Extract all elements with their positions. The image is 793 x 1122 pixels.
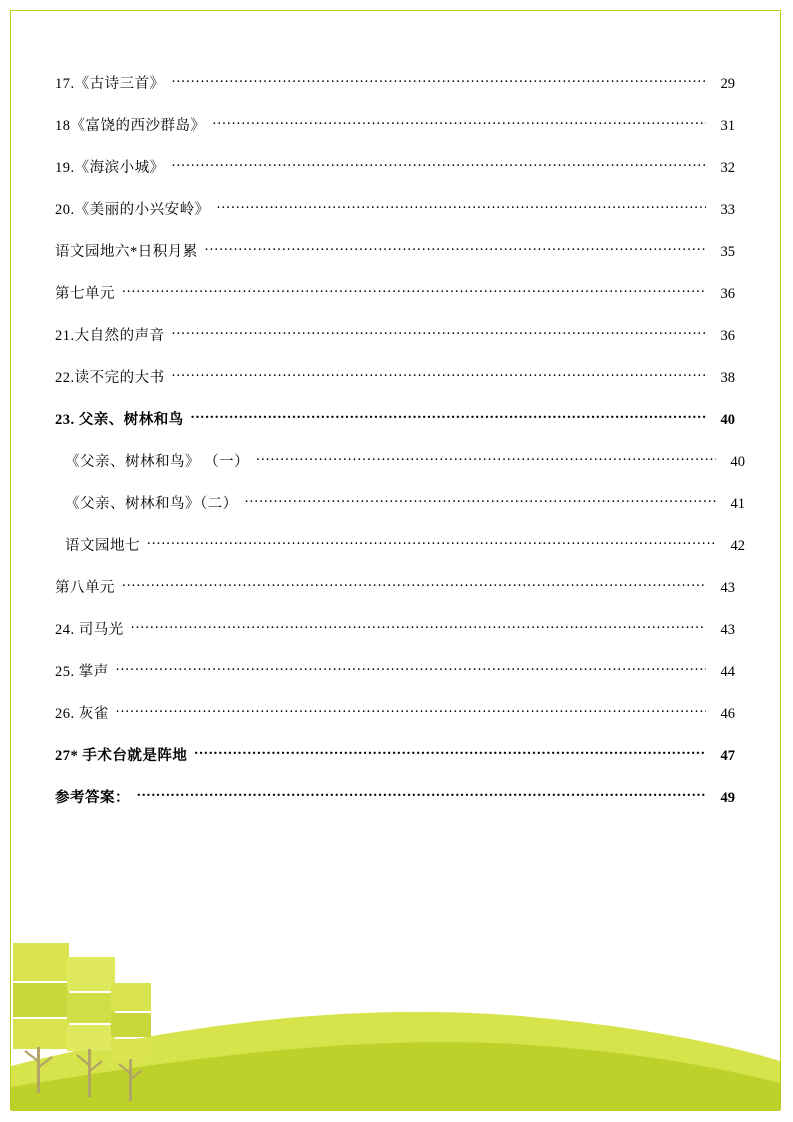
toc-entry-page-number: 44 <box>720 664 735 680</box>
toc-entry[interactable] <box>55 282 735 324</box>
toc-entry-title: 第八单元 <box>55 580 115 596</box>
toc-entry-page-number: 38 <box>720 370 735 386</box>
toc-entry[interactable] <box>55 324 735 366</box>
toc-entry-page-number: 36 <box>720 286 735 302</box>
toc-entry[interactable] <box>55 72 735 114</box>
toc-leader-dots <box>172 368 706 383</box>
toc-leader-dots <box>172 74 706 89</box>
toc-entry-title: 22.读不完的大书 <box>55 370 165 386</box>
toc-entry-title: 19.《海滨小城》 <box>55 160 165 176</box>
toc-leader-dots <box>147 536 716 551</box>
toc-entry-title: 《父亲、树林和鸟》（二） <box>65 496 238 512</box>
toc-entry[interactable] <box>55 156 735 198</box>
toc-entry-title: 20.《美丽的小兴安岭》 <box>55 202 210 218</box>
toc-entry-title: 25. 掌声 <box>55 664 109 680</box>
toc-entry[interactable] <box>55 660 735 702</box>
toc-entry-title: 语文园地七 <box>65 538 140 554</box>
toc-entry-page-number: 49 <box>720 790 735 806</box>
toc-entry-title: 24. 司马光 <box>55 622 124 638</box>
toc-entry[interactable] <box>55 240 735 282</box>
toc-leader-dots <box>245 494 716 509</box>
table-of-contents <box>55 72 745 828</box>
toc-entry[interactable] <box>55 786 735 828</box>
toc-entry-page-number: 43 <box>720 580 735 596</box>
toc-entry-title: 第七单元 <box>55 286 115 302</box>
toc-leader-dots <box>172 158 706 173</box>
toc-leader-dots <box>205 242 706 257</box>
toc-entry[interactable] <box>55 492 745 534</box>
toc-leader-dots <box>116 704 706 719</box>
toc-entry-title: 《父亲、树林和鸟》 （一） <box>65 454 250 470</box>
toc-leader-dots <box>122 284 706 299</box>
toc-leader-dots <box>213 116 707 131</box>
toc-entry[interactable] <box>55 618 735 660</box>
toc-leader-dots <box>256 452 716 467</box>
footer-illustration <box>11 921 780 1111</box>
toc-leader-dots <box>122 578 706 593</box>
toc-leader-dots <box>116 662 706 677</box>
toc-entry-page-number: 35 <box>720 244 735 260</box>
toc-leader-dots <box>194 746 706 761</box>
toc-entry[interactable] <box>55 576 735 618</box>
toc-entry[interactable] <box>55 114 735 156</box>
toc-leader-dots <box>131 620 706 635</box>
toc-leader-dots <box>217 200 706 215</box>
toc-entry-page-number: 43 <box>720 622 735 638</box>
toc-entry-page-number: 33 <box>720 202 735 218</box>
toc-entry-page-number: 29 <box>720 76 735 92</box>
toc-entry-title: 27* 手术台就是阵地 <box>55 748 188 764</box>
toc-entry-title: 18《富饶的西沙群岛》 <box>55 118 206 134</box>
toc-leader-dots <box>137 788 706 803</box>
toc-entry-page-number: 47 <box>720 748 735 764</box>
toc-entry-page-number: 40 <box>730 454 745 470</box>
toc-entry[interactable] <box>55 198 735 240</box>
toc-entry[interactable] <box>55 534 745 576</box>
toc-entry[interactable] <box>55 702 735 744</box>
toc-leader-dots <box>172 326 706 341</box>
toc-entry-page-number: 36 <box>720 328 735 344</box>
toc-entry-page-number: 32 <box>720 160 735 176</box>
toc-entry-page-number: 41 <box>730 496 745 512</box>
toc-entry-page-number: 42 <box>730 538 745 554</box>
toc-entry-title: 17.《古诗三首》 <box>55 76 165 92</box>
toc-entry-title: 21.大自然的声音 <box>55 328 165 344</box>
toc-entry-page-number: 40 <box>720 412 735 428</box>
toc-entry[interactable] <box>55 450 745 492</box>
toc-entry-title: 23. 父亲、树林和鸟 <box>55 412 184 428</box>
toc-entry[interactable] <box>55 366 735 408</box>
toc-entry-page-number: 46 <box>720 706 735 722</box>
toc-entry-title: 参考答案： <box>55 790 130 806</box>
toc-entry-page-number: 31 <box>720 118 735 134</box>
toc-entry-title: 语文园地六*日积月累 <box>55 244 198 260</box>
toc-entry-title: 26. 灰雀 <box>55 706 109 722</box>
toc-leader-dots <box>191 410 706 425</box>
toc-entry[interactable] <box>55 408 735 450</box>
toc-entry[interactable] <box>55 744 735 786</box>
